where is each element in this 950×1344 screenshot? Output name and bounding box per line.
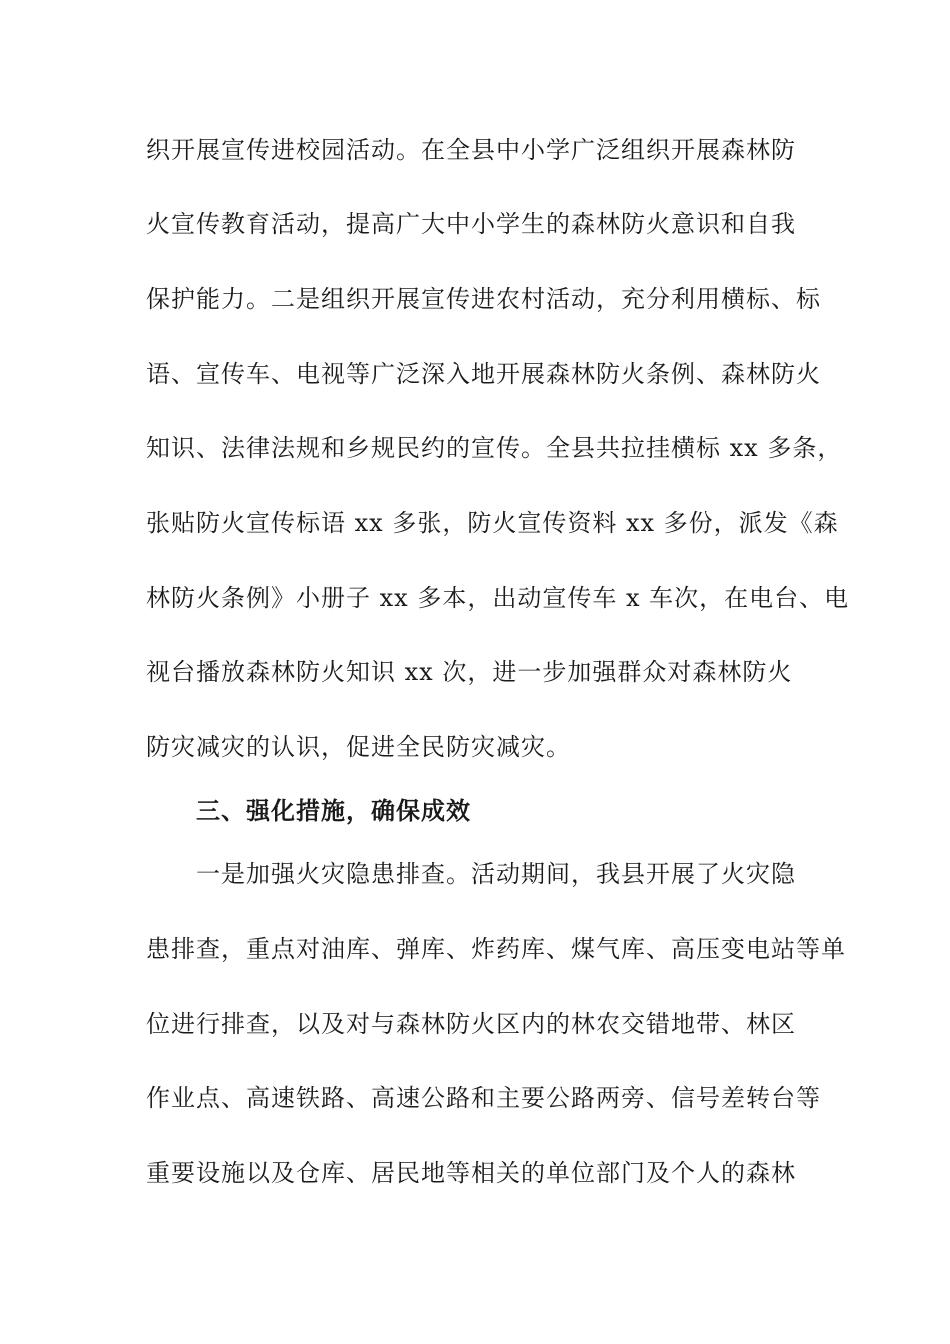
body-text-line: 语、宣传车、电视等广泛深入地开展森林防火条例、森林防火 (146, 360, 821, 388)
body-text-line: 保护能力。二是组织开展宣传进农村活动，充分利用横标、标 (146, 285, 821, 313)
body-text-line: 张贴防火宣传标语 xx 多张，防火宣传资料 xx 多份，派发《森 (146, 509, 839, 537)
body-text-line: 作业点、高速铁路、高速公路和主要公路两旁、信号差转台等 (146, 1084, 821, 1112)
section-heading: 三、强化措施，确保成效 (196, 797, 471, 825)
body-text-line: 位进行排查，以及对与森林防火区内的林农交错地带、林区 (146, 1010, 796, 1038)
body-text-line: 防灾减灾的认识，促进全民防灾减灾。 (146, 733, 571, 761)
body-text-line: 火宣传教育活动，提高广大中小学生的森林防火意识和自我 (146, 210, 796, 238)
body-text-line: 织开展宣传进校园活动。在全县中小学广泛组织开展森林防 (146, 136, 796, 164)
body-text-line: 患排查，重点对油库、弹库、炸药库、煤气库、高压变电站等单 (146, 935, 846, 963)
body-text-line: 林防火条例》小册子 xx 多本，出动宣传车 x 车次，在电台、电 (146, 584, 850, 612)
body-text-line: 知识、法律法规和乡规民约的宣传。全县共拉挂横标 xx 多条， (146, 434, 843, 462)
body-text-line: 一是加强火灾隐患排查。活动期间，我县开展了火灾隐 (196, 860, 796, 888)
body-text-line: 视台播放森林防火知识 xx 次，进一步加强群众对森林防火 (146, 658, 793, 686)
body-text-line: 重要设施以及仓库、居民地等相关的单位部门及个人的森林 (146, 1159, 796, 1187)
